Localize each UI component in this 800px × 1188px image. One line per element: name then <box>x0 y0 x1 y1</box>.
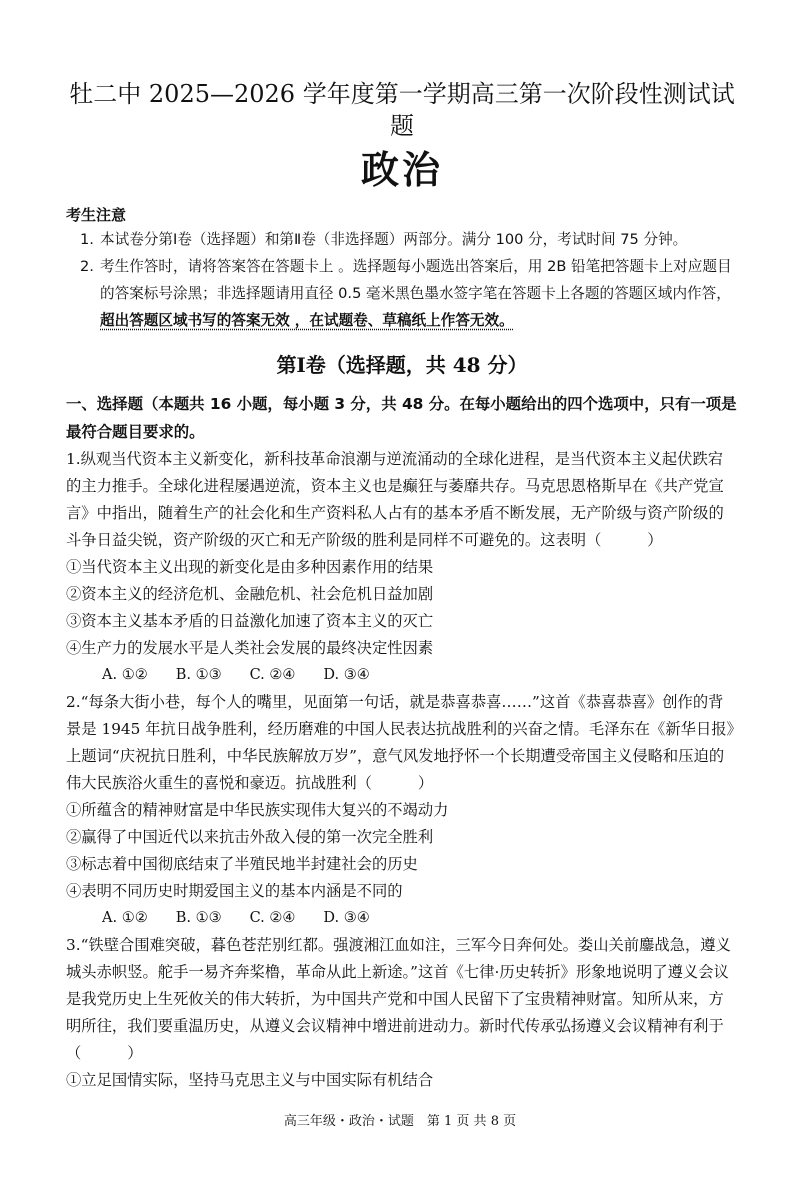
answer-choice-d: D. ③④ <box>323 667 370 683</box>
question-stem: 3.“铁壁合围难突破，暮色苍茫别红都。强渡湘江血如注，三军今日奔何处。娄山关前鏖战急，遵义城头赤帜竖。舵手一易齐奔桨橹，革命从此上新途。”这首《七律·历史转折》形象地说明了遵义会议是我党历史上生死攸关的伟大转折，为中国共产党和中国人民留下了宝贵精神财富。知所从来，方明所往，我们要重温历史，从遵义会议精神中增进前进动力。新时代传承弘扬遵义会议精神有利于（ ） <box>66 936 731 1062</box>
part-title: 第Ⅰ卷（选择题，共 48 分） <box>276 353 528 377</box>
note-text: 本试卷分第Ⅰ卷（选择题）和第Ⅱ卷（非选择题）两部分。满分 100 分，考试时间 75 分钟。 <box>100 231 688 248</box>
statement-option: ①当代资本主义出现的新变化是由多种因素作用的结果 <box>66 558 434 576</box>
statement-option: ④生产力的发展水平是人类社会发展的最终决定性因素 <box>66 639 434 657</box>
statement-option: ③标志着中国彻底结束了半殖民地半封建社会的历史 <box>66 855 418 873</box>
question-stem: 2.“每条大街小巷，每个人的嘴里，见面第一句话，就是恭喜恭喜……”这首《恭喜恭喜》创作的背景是 1945 年抗日战争胜利，经历磨难的中国人民表达抗战胜利的兴奋之情。毛泽东在《新华日报》上题词“庆祝抗日胜利，中华民族解放万岁”，意气风发地抒怀一个长期遭受帝国主义侵略和压迫的伟大民族浴火重生的喜悦和豪迈。抗战胜利（ ） <box>66 693 735 792</box>
statement-option: ④表明不同历史时期爱国主义的基本内涵是不同的 <box>66 882 403 900</box>
exam-title: 牡二中 2025—2026 学年度第一学期高三第一次阶段性测试试题 <box>69 80 735 140</box>
statement-option: ①立足国情实际，坚持马克思主义与中国实际有机结合 <box>66 1071 434 1089</box>
note-text: 考生作答时，请将答案答在答题卡上 。选择题每小题选出答案后，用 2B 铅笔把答题卡上对应题目的答案标号涂黑；非选择题请用直径 0.5 毫米黑色墨水签字笔在答题卡上各题的答题区域内作答， <box>100 258 732 302</box>
note-number: 2. <box>80 258 94 275</box>
note-emphasis: 超出答题区域书写的答案无效 ，在试题卷、草稿纸上作答无效。 <box>100 312 514 329</box>
notes-title: 考生注意 <box>66 206 127 224</box>
answer-choice-d: D. ③④ <box>323 910 370 926</box>
subject-title: 政治 <box>360 147 443 192</box>
note-item <box>66 253 738 334</box>
question-2 <box>66 689 738 932</box>
note-item <box>66 226 738 253</box>
section-title: 一、选择题（本题共 16 小题，每小题 3 分，共 48 分。在每小题给出的四个选项中，只有一项是最符合题目要求的。 <box>66 395 737 441</box>
answer-choice-a: A. ①② <box>102 910 148 926</box>
statement-option: ③资本主义基本矛盾的日益激化加速了资本主义的灭亡 <box>66 612 434 630</box>
candidate-notes <box>66 204 738 334</box>
answer-choices <box>66 905 738 932</box>
note-text-block <box>100 253 738 334</box>
question-3 <box>66 932 738 1094</box>
answer-choice-b: B. ①③ <box>175 667 222 683</box>
note-number: 1. <box>80 231 94 248</box>
answer-choice-c: C. ②④ <box>249 910 296 926</box>
question-stem: 1.纵观当代资本主义新变化，新科技革命浪潮与逆流涌动的全球化进程，是当代资本主义起伏跌宕的主力推手。全球化进程屡遇逆流，资本主义也是癫狂与萎靡共存。马克思恩格斯早在《共产党宣言》中指出，随着生产的社会化和生产资料私人占有的基本矛盾不断发展，无产阶级与资产阶级的斗争日益尖锐，资产阶级的灭亡和无产阶级的胜利是同样不可避免的。这表明（ ） <box>66 450 724 549</box>
statement-option: ②赢得了中国近代以来抗击外敌入侵的第一次完全胜利 <box>66 828 434 846</box>
answer-choice-a: A. ①② <box>102 667 148 683</box>
answer-choices <box>66 662 738 689</box>
statement-option: ②资本主义的经济危机、金融危机、社会危机日益加剧 <box>66 585 434 603</box>
answer-choice-c: C. ②④ <box>249 667 296 683</box>
answer-choice-b: B. ①③ <box>175 910 222 926</box>
page-footer: 高三年级・政治・试题 第 1 页 共 8 页 <box>283 1114 517 1129</box>
question-1 <box>66 446 738 689</box>
statement-option: ①所蕴含的精神财富是中华民族实现伟大复兴的不竭动力 <box>66 801 449 819</box>
